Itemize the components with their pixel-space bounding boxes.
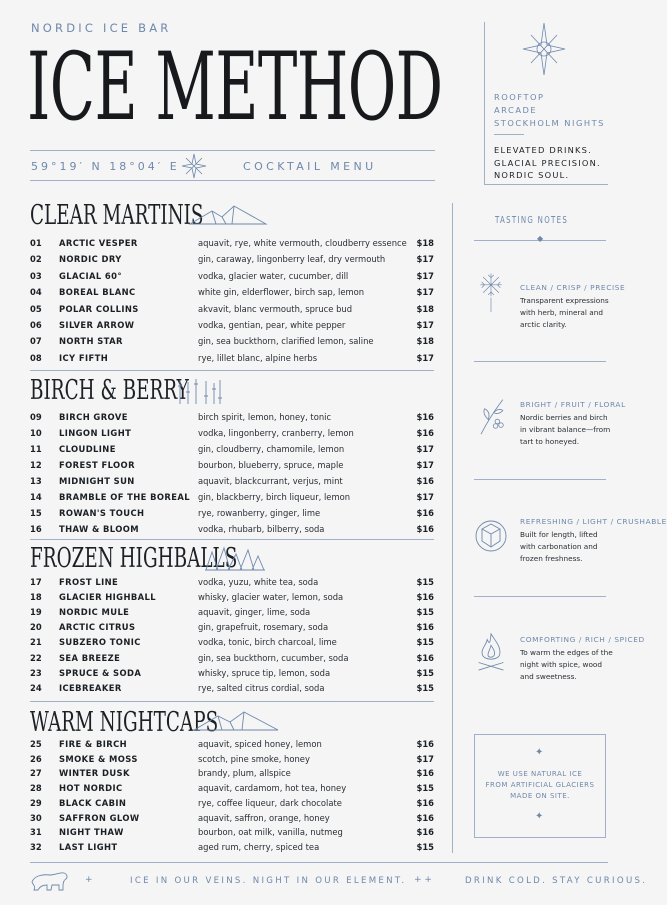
- drink-price: $16: [416, 797, 434, 808]
- berry-branch-icon: [474, 396, 508, 436]
- footer-motto: ICE IN OUR VEINS. NIGHT IN OUR ELEMENT.: [130, 876, 407, 886]
- drink-num: 31: [30, 827, 42, 838]
- drink-ingredients: vodka, tonic, birch charcoal, lime: [198, 637, 337, 648]
- cocktail-menu-label: COCKTAIL MENU: [243, 160, 377, 173]
- drink-ingredients: aquavit, blackcurrant, verjus, mint: [198, 476, 343, 486]
- drink-name: SAFFRON GLOW: [59, 812, 140, 823]
- drink-num: 24: [30, 682, 42, 693]
- drink-ingredients: birch spirit, lemon, honey, tonic: [198, 412, 332, 422]
- note-body: Transparent expressions with herb, mineral and arctic clarity.: [520, 296, 609, 329]
- drink-row: [30, 590, 434, 605]
- drink-num: 01: [30, 238, 42, 248]
- drink-name: LAST LIGHT: [59, 841, 118, 852]
- drink-num: 18: [30, 592, 42, 603]
- drink-row: [30, 681, 434, 696]
- drink-num: 13: [30, 476, 42, 486]
- drink-row: [30, 506, 434, 521]
- column-rule: [452, 203, 453, 853]
- drink-row: [30, 635, 434, 650]
- plus-icon: + +: [414, 875, 432, 885]
- drink-num: 02: [30, 254, 42, 265]
- snowflake-icon: [474, 272, 508, 312]
- drink-row: [30, 825, 434, 840]
- drink-num: 28: [30, 783, 42, 794]
- drink-num: 04: [30, 287, 42, 298]
- drink-ingredients: rye, lillet blanc, alpine herbs: [198, 352, 318, 363]
- drink-num: 25: [30, 739, 42, 749]
- drink-row: [30, 410, 434, 425]
- compass-icon: [181, 153, 207, 179]
- header-vertical-rule: [484, 22, 485, 184]
- drink-price: $16: [416, 508, 434, 518]
- birch-trees-icon: [176, 378, 222, 406]
- drink-row: [30, 620, 434, 635]
- drink-row: [30, 351, 434, 366]
- section-title: WARM NIGHTCAPS: [30, 707, 219, 738]
- drink-name: GLACIER HIGHBALL: [59, 592, 156, 603]
- natural-ice-box: [474, 734, 606, 838]
- drink-num: 05: [30, 303, 42, 314]
- drink-ingredients: vodka, rhubarb, bilberry, soda: [198, 524, 325, 534]
- drink-row: [30, 442, 434, 457]
- drink-name: GLACIAL 60°: [59, 270, 122, 281]
- drink-ingredients: gin, caraway, lingonberry leaf, dry vermouth: [198, 254, 386, 265]
- drink-row: [30, 605, 434, 620]
- drink-row: [30, 796, 434, 811]
- location-text: [494, 91, 605, 130]
- drink-ingredients: rye, salted citrus cordial, soda: [198, 682, 325, 693]
- box-text-line: FROM ARTIFICIAL GLACIERS: [485, 781, 595, 789]
- drink-num: 07: [30, 336, 42, 347]
- drink-price: $17: [416, 320, 434, 330]
- ice-cube-icon: [474, 516, 508, 556]
- drink-price: $16: [416, 476, 434, 486]
- drink-price: $18: [416, 238, 434, 248]
- drink-price: $17: [416, 254, 434, 265]
- drink-ingredients: vodka, yuzu, white tea, soda: [198, 577, 319, 587]
- drink-name: SUBZERO TONIC: [59, 637, 141, 648]
- drink-name: SEA BREEZE: [59, 652, 121, 663]
- drink-row: [30, 666, 434, 681]
- drink-row: [30, 766, 434, 781]
- drink-ingredients: vodka, glacier water, cucumber, dill: [198, 270, 349, 281]
- drink-row: [30, 575, 434, 590]
- drink-name: NIGHT THAW: [59, 827, 124, 838]
- drink-price: $17: [416, 753, 434, 764]
- drink-row: [30, 236, 434, 251]
- section-divider: [30, 370, 434, 371]
- drink-ingredients: gin, grapefruit, rosemary, soda: [198, 622, 329, 633]
- drink-row: [30, 737, 434, 752]
- drink-name: NORDIC DRY: [59, 254, 122, 265]
- drink-price: $15: [416, 607, 434, 618]
- drink-name: FROST LINE: [59, 577, 119, 587]
- note-heading: CLEAN / CRISP / PRECISE: [520, 283, 626, 292]
- drink-row: [30, 651, 434, 666]
- drink-row: [30, 811, 434, 826]
- drink-name: LINGON LIGHT: [59, 428, 132, 438]
- drink-num: 21: [30, 637, 42, 648]
- drink-row: [30, 752, 434, 767]
- drink-name: SILVER ARROW: [59, 320, 135, 330]
- drink-ingredients: aquavit, rye, white vermouth, cloudberry essence: [198, 238, 407, 248]
- drink-name: SPRUCE & SODA: [59, 667, 142, 678]
- tagline-line: GLACIAL PRECISION.: [494, 157, 601, 168]
- drink-ingredients: bourbon, blueberry, spruce, maple: [198, 460, 344, 470]
- drink-num: 16: [30, 524, 42, 534]
- drink-ingredients: brandy, plum, allspice: [198, 768, 291, 779]
- drink-name: ARCTIC VESPER: [59, 238, 138, 248]
- header-divider: [30, 150, 435, 151]
- ice-crystals-icon: [204, 546, 266, 572]
- drink-num: 14: [30, 492, 42, 502]
- note-body: Nordic berries and birch in vibrant balance—from tart to honeyed.: [520, 413, 611, 446]
- compass-star-icon: [521, 21, 567, 77]
- polar-bear-icon: [30, 868, 70, 892]
- box-text-line: WE USE NATURAL ICE: [497, 770, 583, 778]
- drink-name: BOREAL BLANC: [59, 287, 136, 298]
- mountain-icon: [188, 203, 268, 227]
- drink-row: [30, 285, 434, 300]
- tagline-rule: [484, 184, 608, 185]
- header-divider-bottom: [30, 180, 435, 181]
- drink-num: 03: [30, 270, 42, 281]
- sparkle-icon: ✦: [535, 747, 544, 758]
- plus-icon: +: [85, 875, 93, 885]
- drink-price: $16: [416, 622, 434, 633]
- drink-row: [30, 252, 434, 267]
- sparkle-icon: ✦: [535, 811, 544, 822]
- drink-row: [30, 426, 434, 441]
- drink-name: THAW & BLOOM: [59, 524, 139, 534]
- drink-ingredients: akvavit, blanc vermouth, spruce bud: [198, 303, 353, 314]
- drink-price: $16: [416, 412, 434, 422]
- drink-name: ARCTIC CITRUS: [59, 622, 136, 633]
- note-heading: BRIGHT / FRUIT / FLORAL: [520, 400, 626, 409]
- page-title: ICE METHOD: [27, 33, 443, 142]
- drink-ingredients: gin, sea buckthorn, cucumber, soda: [198, 652, 349, 663]
- drink-num: 26: [30, 753, 42, 764]
- footer-rule: [30, 862, 608, 863]
- drink-price: $15: [416, 577, 434, 587]
- drink-price: $16: [416, 524, 434, 534]
- drink-ingredients: gin, cloudberry, chamomile, lemon: [198, 444, 345, 454]
- drink-name: FIRE & BIRCH: [59, 739, 128, 749]
- diamond-icon: ◆: [537, 234, 544, 243]
- drink-ingredients: rye, coffee liqueur, dark chocolate: [198, 797, 342, 808]
- drink-ingredients: gin, sea buckthorn, clarified lemon, saline: [198, 336, 374, 347]
- drink-ingredients: aquavit, ginger, lime, soda: [198, 607, 311, 618]
- drink-name: BIRCH GROVE: [59, 412, 128, 422]
- drink-price: $15: [416, 841, 434, 852]
- note-divider: [474, 479, 606, 480]
- drink-name: NORTH STAR: [59, 336, 123, 347]
- drink-num: 09: [30, 412, 42, 422]
- note-heading: COMFORTING / RICH / SPICED: [520, 635, 645, 644]
- drink-num: 27: [30, 768, 42, 779]
- drink-price: $16: [416, 592, 434, 603]
- location-rule: [494, 134, 524, 135]
- note-body: Built for length, lifted with carbonation and frozen freshness.: [520, 530, 598, 563]
- drink-ingredients: aquavit, cardamom, hot tea, honey: [198, 783, 347, 794]
- drink-price: $17: [416, 270, 434, 281]
- drink-price: $15: [416, 682, 434, 693]
- section-title: CLEAR MARTINIS: [30, 200, 204, 231]
- drink-ingredients: whisky, glacier water, lemon, soda: [198, 592, 344, 603]
- section-divider: [30, 701, 434, 702]
- drink-num: 32: [30, 841, 42, 852]
- drink-ingredients: vodka, gentian, pear, white pepper: [198, 320, 346, 330]
- mountain-icon: [192, 709, 280, 733]
- drink-name: POLAR COLLINS: [59, 303, 139, 314]
- drink-price: $15: [416, 637, 434, 648]
- drink-price: $15: [416, 667, 434, 678]
- section-title: FROZEN HIGHBALLS: [30, 543, 238, 574]
- drink-price: $18: [416, 336, 434, 347]
- drink-row: [30, 458, 434, 473]
- drink-name: SMOKE & MOSS: [59, 753, 138, 764]
- drink-price: $17: [416, 460, 434, 470]
- drink-price: $16: [416, 652, 434, 663]
- note-heading: REFRESHING / LIGHT / CRUSHABLE: [520, 517, 667, 526]
- brand-name: NORDIC ICE BAR: [31, 21, 172, 35]
- drink-price: $16: [416, 768, 434, 779]
- drink-price: $17: [416, 287, 434, 298]
- drink-num: 15: [30, 508, 42, 518]
- drink-name: ROWAN'S TOUCH: [59, 508, 145, 518]
- tasting-notes-title: TASTING NOTES: [495, 215, 569, 226]
- drink-price: $15: [416, 783, 434, 794]
- drink-row: [30, 781, 434, 796]
- drink-num: 08: [30, 352, 42, 363]
- coordinates: 59°19′ N 18°04′ E: [31, 160, 180, 173]
- drink-price: $16: [416, 428, 434, 438]
- campfire-icon: [474, 632, 508, 672]
- drink-num: 23: [30, 667, 42, 678]
- drink-price: $16: [416, 739, 434, 749]
- location-line: ARCADE: [494, 105, 538, 115]
- drink-price: $16: [416, 812, 434, 823]
- drink-row: [30, 302, 434, 317]
- drink-ingredients: vodka, lingonberry, cranberry, lemon: [198, 428, 354, 438]
- drink-row: [30, 840, 434, 855]
- drink-row: [30, 490, 434, 505]
- drink-ingredients: aged rum, cherry, spiced tea: [198, 841, 320, 852]
- drink-ingredients: aquavit, saffron, orange, honey: [198, 812, 330, 823]
- tagline-line: ELEVATED DRINKS.: [494, 145, 592, 155]
- drink-num: 29: [30, 797, 42, 808]
- drink-price: $18: [416, 303, 434, 314]
- drink-name: ICEBREAKER: [59, 682, 122, 693]
- box-text-line: MADE ON SITE.: [510, 792, 570, 800]
- location-line: ROOFTOP: [494, 92, 545, 102]
- drink-price: $16: [416, 827, 434, 838]
- drink-row: [30, 318, 434, 333]
- drink-price: $17: [416, 352, 434, 363]
- drink-num: 06: [30, 320, 42, 330]
- note-body: To warm the edges of the night with spice, wood and sweetness.: [520, 648, 613, 681]
- drink-price: $17: [416, 444, 434, 454]
- drink-row: [30, 522, 434, 537]
- location-line: STOCKHOLM NIGHTS: [494, 118, 605, 128]
- drink-num: 17: [30, 577, 42, 587]
- drink-ingredients: bourbon, oat milk, vanilla, nutmeg: [198, 827, 343, 838]
- drink-name: CLOUDLINE: [59, 444, 116, 454]
- drink-ingredients: rye, rowanberry, ginger, lime: [198, 508, 321, 518]
- note-divider: [474, 361, 606, 362]
- note-divider: [474, 596, 606, 597]
- drink-name: MIDNIGHT SUN: [59, 476, 135, 486]
- drink-name: BLACK CABIN: [59, 797, 127, 808]
- tagline-line: NORDIC SOUL.: [494, 170, 570, 180]
- drink-num: 22: [30, 652, 42, 663]
- section-divider: [30, 539, 434, 540]
- drink-row: [30, 474, 434, 489]
- drink-name: WINTER DUSK: [59, 768, 130, 779]
- drink-name: BRAMBLE OF THE BOREAL: [59, 492, 191, 502]
- drink-num: 10: [30, 428, 42, 438]
- drink-num: 19: [30, 607, 42, 618]
- drink-num: 20: [30, 622, 42, 633]
- drink-price: $17: [416, 492, 434, 502]
- drink-name: HOT NORDIC: [59, 783, 123, 794]
- drink-ingredients: white gin, elderflower, birch sap, lemon: [198, 287, 365, 298]
- section-title: BIRCH & BERRY: [30, 375, 189, 406]
- drink-num: 30: [30, 812, 42, 823]
- drink-row: [30, 334, 434, 349]
- drink-ingredients: whisky, spruce tip, lemon, soda: [198, 667, 331, 678]
- drink-ingredients: aquavit, spiced honey, lemon: [198, 739, 322, 749]
- drink-name: NORDIC MULE: [59, 607, 130, 618]
- tagline: [494, 144, 601, 182]
- footer-signoff: DRINK COLD. STAY CURIOUS.: [465, 876, 648, 886]
- drink-row: [30, 269, 434, 284]
- drink-name: FOREST FLOOR: [59, 460, 135, 470]
- drink-ingredients: scotch, pine smoke, honey: [198, 753, 310, 764]
- drink-num: 12: [30, 460, 42, 470]
- drink-name: ICY FIFTH: [59, 352, 109, 363]
- drink-ingredients: gin, blackberry, birch liqueur, lemon: [198, 492, 351, 502]
- drink-num: 11: [30, 444, 42, 454]
- natural-ice-text: [475, 769, 605, 802]
